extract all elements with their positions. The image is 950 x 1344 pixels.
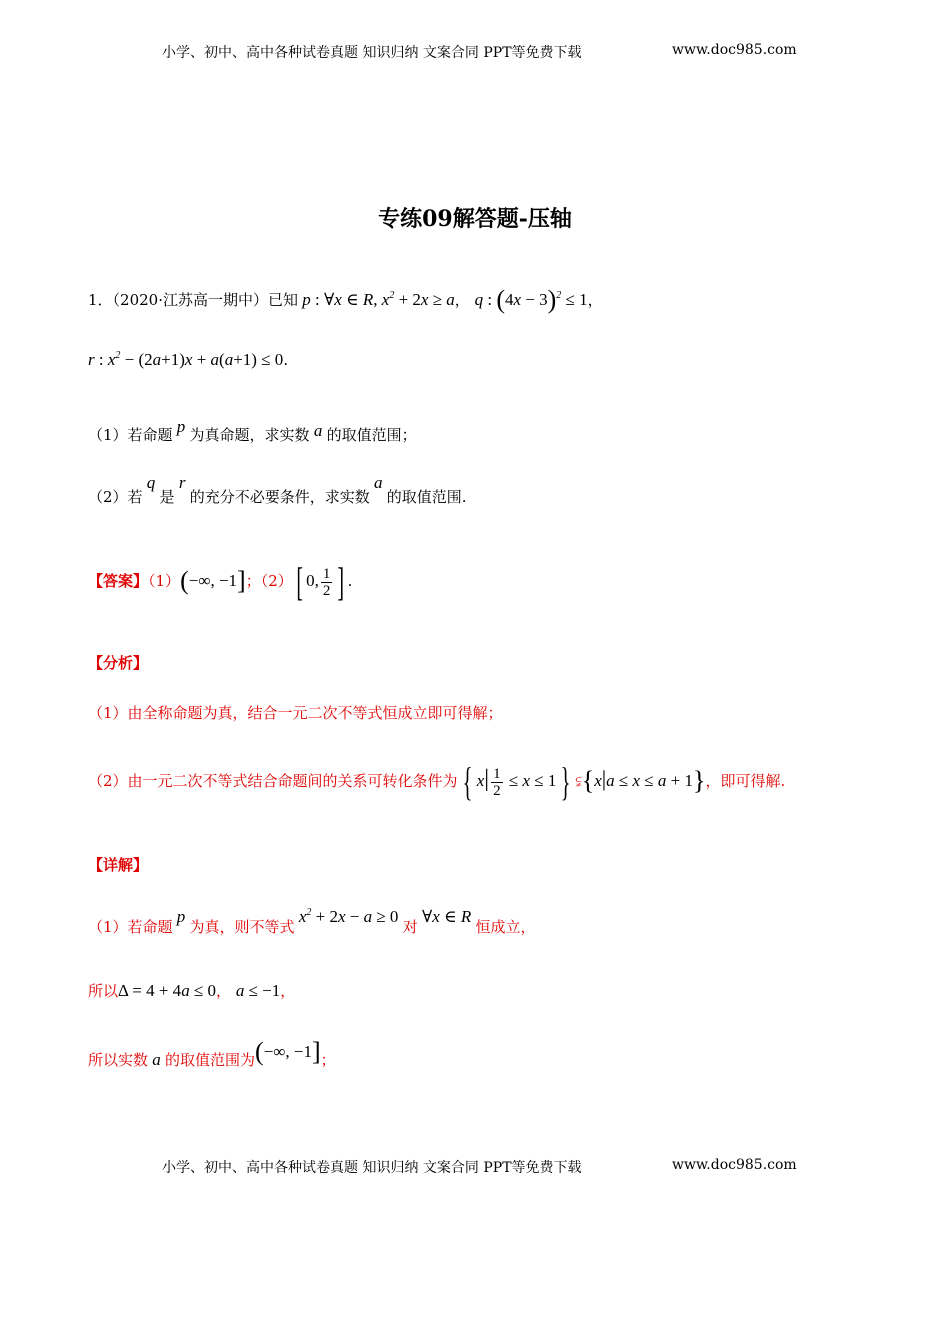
problem-part-2: （2）若 q 是 r 的充分不必要条件，求实数 a 的取值范围. [88,473,467,506]
page-title: 专练09解答题-压轴 [378,206,572,232]
detail-label: 【详解】 [88,856,149,874]
answer-value-1: (−∞, −1] [180,565,246,595]
answer-label: 【答案】 [88,571,149,590]
problem-line-1: 1．（2020·江苏高一期中）已知 p : ∀x ∈ R, $x^2 + 2x \ge a$， q : $(4x - 3)^2 \le 1$， [88,285,603,314]
detail-line-1: （1）若命题 p 为真，则不等式 $x^2 + 2x - a \ge 0$ 对 ∀x ∈ R 恒成立， [88,907,536,936]
analysis-line-1: （1）由全称命题为真，结合一元二次不等式恒成立即可得解； [88,704,503,722]
set-condition-r: {x|a ≤ x ≤ a + 1} [581,765,706,795]
analysis-label: 【分析】 [88,654,149,672]
set-condition-q: { x| $\frac{1}{2}$ ≤ x ≤ 1 } [462,759,571,804]
detail-line-2: 所以Δ = 4 + 4a ≤ 0， a ≤ −1， [88,981,296,1000]
proper-subset-arrow-icon: ⫋ [575,773,582,790]
analysis-line-2: （2）由一元二次不等式结合命题间的关系可转化条件为 { x| $\frac{1}{2}$ ≤ x ≤ 1 } ⫋{x|a ≤ x ≤ a + 1}，即可得解. [88,759,786,804]
problem-prefix: 1．（2020·江苏高一期中）已知 [88,291,298,309]
answer-line: 【答案】（1）(−∞, −1]；（2）[ 0, $\frac{1}{2}$ ] . [88,559,353,604]
problem-part-1: （1）若命题 p 为真命题，求实数 a 的取值范围； [88,417,417,444]
footer-site[interactable]: www.doc985.com [672,1157,797,1173]
page-header [162,42,582,62]
page-footer [162,1157,582,1177]
header-site[interactable]: www.doc985.com [672,42,797,58]
q-definition: q : $(4x - 3)^2 \le 1$ [474,285,588,314]
r-definition: r : $x^2 - (2a+1)x + a(a+1) \le 0$. [88,350,289,369]
answer-value-2: [ 0, $\frac{1}{2}$ ] [296,559,345,604]
detail-line-3: 所以实数 a 的取值范围为(−∞, −1]； [88,1037,336,1069]
footer-text: 小学、初中、高中各种试卷真题 知识归纳 文案合同 PPT等免费下载 [162,1160,582,1176]
header-text: 小学、初中、高中各种试卷真题 知识归纳 文案合同 PPT等免费下载 [162,45,582,61]
p-definition: p : ∀x ∈ R, $x^2 + 2x \ge a$ [298,290,455,309]
